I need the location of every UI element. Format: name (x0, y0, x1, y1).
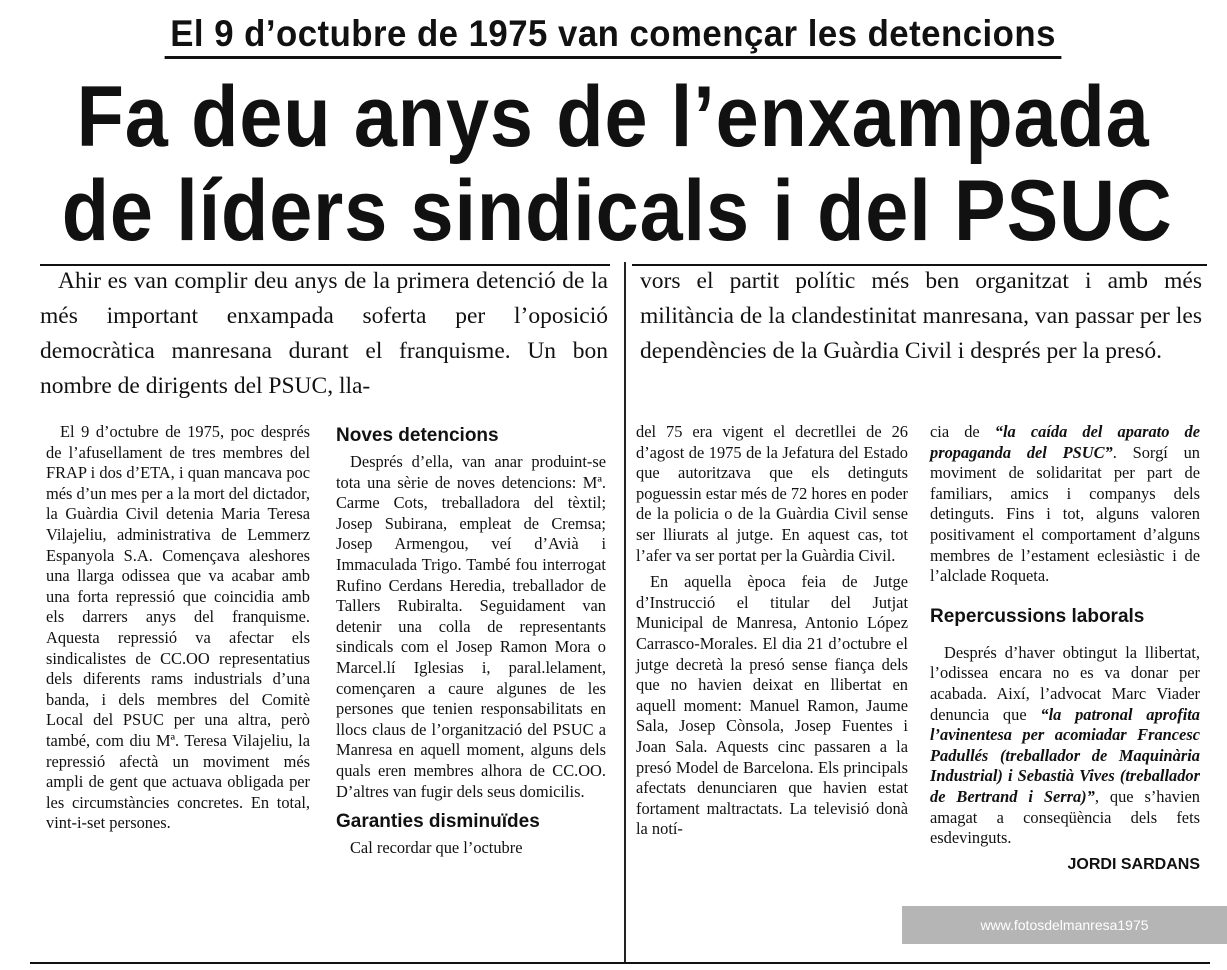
article-column-4 (930, 422, 1200, 875)
headline-line-1 (0, 69, 1227, 165)
lead-left-text: Ahir es van complir deu anys de la primera detenció de la més important enxampada soferta per l’oposició democràtica manresana durant el franquisme. Un bon nombre de dirigents del PSUC, lla- (40, 268, 608, 399)
headline-line-1-text: Fa deu anys de l’enxampada (77, 69, 1150, 165)
col4-p1-start: cia de (930, 422, 995, 441)
headline-line-2-text: de líders sindicals i del PSUC (61, 163, 1173, 259)
watermark: www.fotosdelmanresa1975 (902, 906, 1227, 944)
col4-p2-quote: “la patronal aprofita l’avinentesa per acomiadar Francesc Padullés (treballador de Maquinària Industrial) i Sebastià Vives (treballador de Bertrand i Serra)” (930, 704, 1200, 806)
column-2-paragraph-2: Cal recordar que l’octubre (350, 838, 523, 858)
column-2-paragraph-1: Després d’ella, van anar produint-se tota una sèrie de noves detencions: Mª. Carme Cots, treballadora del tèxtil; Josep Subirana, empleat de Cremsa; Josep Armengou, veí d’Avià i Immaculada Trigo. També fou interrogat Rufino Cerdans Heredia, treballador de Tallers Rubiralta. Seguidament van detenir una colla de representants sindicals com el Josep Ramon Mora o Marcel.lí Iglesias i, paral.lelament, començaren a caure algunes de les persones que tenien responsabilitats en llocs claus de l’organització del PSUC a Manresa en aquell moment, alguns dels quals eren membres alhora de CC.OO. D’altres van fugir dels seus domicilis. (336, 452, 606, 801)
subhead-repercussions: Repercussions laborals (930, 605, 1145, 627)
subhead-garanties: Garanties disminuïdes (336, 811, 540, 833)
column-4-paragraph-2 (930, 643, 1200, 849)
article-column-3 (636, 422, 908, 846)
column-3-paragraph-2: En aquella època feia de Jutge d’Instrucció el titular del Jutjat Municipal de Manresa, Antonio López Carrasco-Morales. El dia 21 d’octubre el jutge decretà la presó sense fiança dels que no havien deixat en llibertat en aquell moment: Manuel Ramon, Jaume Sala, Josep Cònsola, Josep Fuentes i Joan Sala. Aquests cinc passaren a la presó Model de Barcelona. Els principals afectats denunciaren que havien estat fortament maltractats. La televisió donà la notí- (636, 572, 908, 839)
column-1-paragraph: El 9 d’octubre de 1975, poc després de l’afusellament de tres membres del FRAP i dos d’ETA, i quan mancava poc més d’un mes per a la mort del dictador, la Guàrdia Civil detenia Maria Teresa Vilajeliu, administrativa de Lemmerz Espanyola S.A. Començava aleshores una llarga odissea que va acabar amb una forta repressió que coincidia amb els darrers anys del franquisme. Aquesta repressió va afectar els sindicalistes de CC.OO representatius dels diferents rams industrials d’una banda, i dels membres del Comitè Local del PSUC per una altra, però també, com diu Mª. Teresa Vilajeliu, la repressió afectà un moviment més ampli de gent que actuava obligada per les circumstàncies concretes. En total, vint-i-set persones. (46, 422, 310, 833)
column-divider (624, 262, 626, 962)
lead-right-text: vors el partit polític més ben organitzat i amb més militància de la clandestinitat manresana, van passar per les dependències de la Guàrdia Civil i després per la presó. (640, 268, 1202, 364)
lead-paragraph-left (40, 264, 608, 414)
author-byline: JORDI SARDANS (1067, 855, 1200, 873)
col4-p1-end: . Sorgí un moviment de solidaritat per part de familiars, amics i companys dels detinguts. Fins i tot, alguns valoren positivament el comportament d’alguns membres de l’estament eclesiàstic i de l’alclade Roqueta. (930, 442, 1200, 586)
bottom-rule (30, 962, 1210, 964)
column-3-paragraph-1: del 75 era vigent el decretllei de 26 d’agost de 1975 de la Jefatura del Estado que autoritzava que els detinguts poguessin estar més de 72 hores en poder de la policia o de la Guàrdia Civil sense ser lliurats al jutge. En aquest cas, tot l’afer va ser portat per la Guàrdia Civil. (636, 422, 908, 565)
col4-p1-quote: “la caída del aparato de propaganda del PSUC” (930, 422, 1200, 462)
kicker-headline (0, 12, 1227, 62)
kicker-text: El 9 d’octubre de 1975 van començar les detencions (165, 12, 1062, 59)
lead-paragraph-right (640, 264, 1202, 414)
article-column-2 (336, 422, 606, 865)
col4-p2-start: Després d’haver obtingut la llibertat, l’odissea encara no es va donar per acabada. Així, l’advocat Marc Viader denuncia que (930, 642, 1200, 724)
headline-line-2 (0, 163, 1227, 259)
article-column-1 (46, 422, 310, 840)
subhead-noves-detencions: Noves detencions (336, 425, 499, 446)
column-4-paragraph-1 (930, 422, 1200, 587)
col4-p2-end: , que s’havien amagat a conseqüència dels fets esdevinguts. (930, 786, 1200, 848)
